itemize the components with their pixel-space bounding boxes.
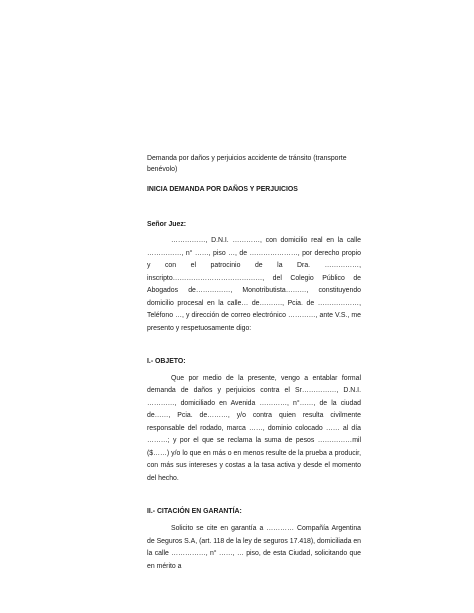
intro-paragraph: ……………, D.N.I. …………, con domicilio real en la calle ……………, n° ……, piso …, de …………………, por derecho propio y con el patrocinio de la Dra. ……………, inscripto…………………………………, del Colegio Público de Abogados de……………, Monotributista………, constituyendo domicilio procesal en la calle… de………., Pcia. de ………………, Teléfono …, y dirección de correo electrónico …………, ante V.S., me presento y respetuosamente digo: [147, 237, 361, 332]
document-page [147, 154, 361, 573]
section-title-citacion: II.- CITACIÓN EN GARANTÍA: [147, 508, 242, 516]
document-main-heading: INICIA DEMANDA POR DAÑOS Y PERJUICIOS [147, 186, 298, 194]
document-subtitle: Demanda por daños y perjuicios accidente de tránsito (transporte benévolo) [147, 155, 347, 173]
section-paragraph-citacion: Solicito se cite en garantía a ………… Compañía Argentina de Seguros S.A, (art. 118 de la ley de seguros 17.418), domiciliada en la calle ……………, n° ……, … piso, de esta Ciudad, solicitando que en mérito a [147, 525, 361, 570]
salutation: Señor Juez: [147, 220, 187, 228]
section-title-objeto: I.- OBJETO: [147, 358, 186, 366]
section-paragraph-objeto: Que por medio de la presente, vengo a entablar formal demanda de daños y perjuicios contra el Sr……………, D.N.I. …………, domiciliado en Avenida …………, n°……, de la ciudad de……, Pcia. de………, y/o contra quien resulta civilmente responsable del rodado, marca ……, dominio colocado …… al día ………; y por el que se reclama la suma de pesos ……………mil ($……) y/o lo que en más o en menos resulte de la prueba a producir, con más sus intereses y costas a la tasa activa y desde el momento del hecho. [147, 374, 361, 482]
